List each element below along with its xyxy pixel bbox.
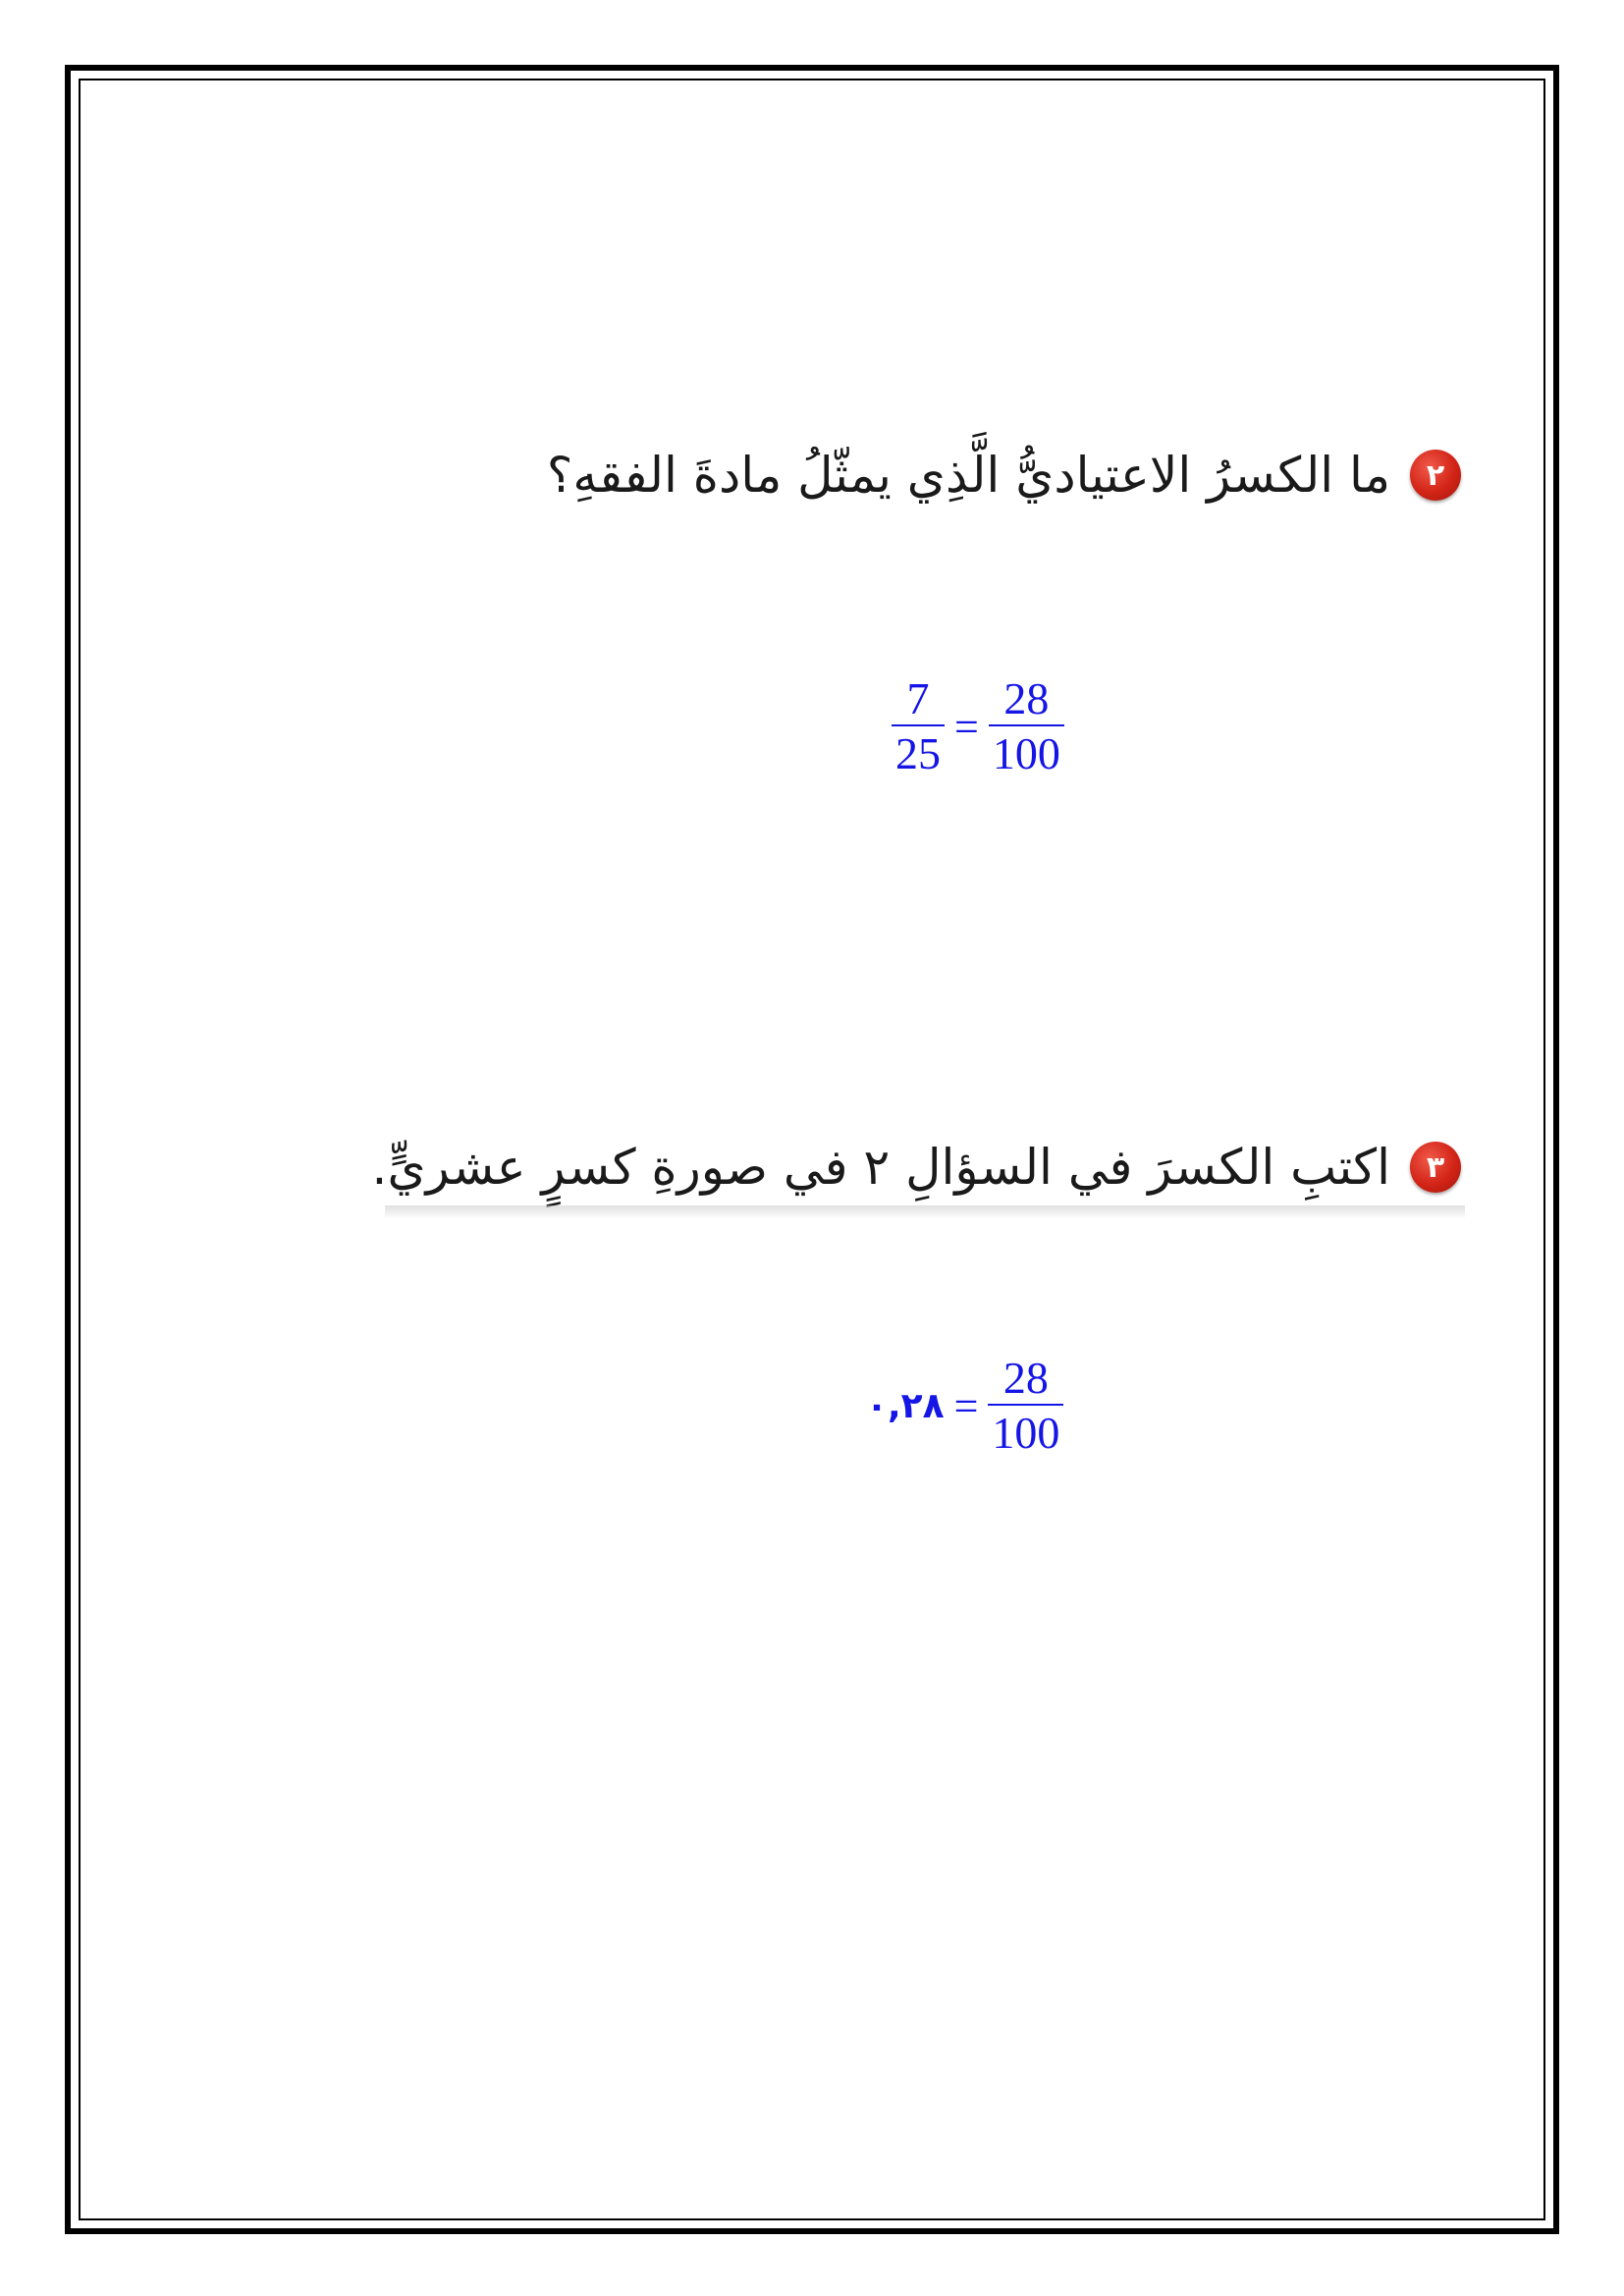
equals-sign: =	[953, 1381, 979, 1430]
fraction-numerator: 28	[1003, 673, 1050, 723]
fraction-numerator: 28	[1002, 1353, 1049, 1403]
fraction-denominator: 25	[892, 724, 945, 777]
question-2	[547, 447, 1461, 504]
answer-1-equation	[892, 675, 1064, 778]
equals-sign: =	[954, 702, 979, 751]
answer-2-equation	[866, 1355, 1063, 1458]
decimal-value: ٠,٢٨	[866, 1385, 945, 1426]
question-text: ما الكسرُ الاعتياديُّ الَّذِي يمثّلُ مادةَ الفقهِ؟	[546, 447, 1390, 504]
fraction-numerator: 7	[906, 673, 930, 723]
fraction-denominator: 100	[988, 1404, 1063, 1457]
fraction-right	[989, 675, 1064, 778]
fraction-right	[988, 1355, 1063, 1458]
fraction-denominator: 100	[989, 724, 1064, 777]
question-number-badge: ٢	[1410, 450, 1461, 501]
question-text: اكتبِ الكسرَ في السؤالِ ٢ في صورةِ كسرٍ عشريٍّ.	[371, 1139, 1390, 1196]
question-number-badge: ٣	[1410, 1142, 1461, 1193]
fraction-left	[892, 675, 945, 778]
question-3	[372, 1139, 1461, 1196]
scan-shadow	[385, 1205, 1465, 1219]
